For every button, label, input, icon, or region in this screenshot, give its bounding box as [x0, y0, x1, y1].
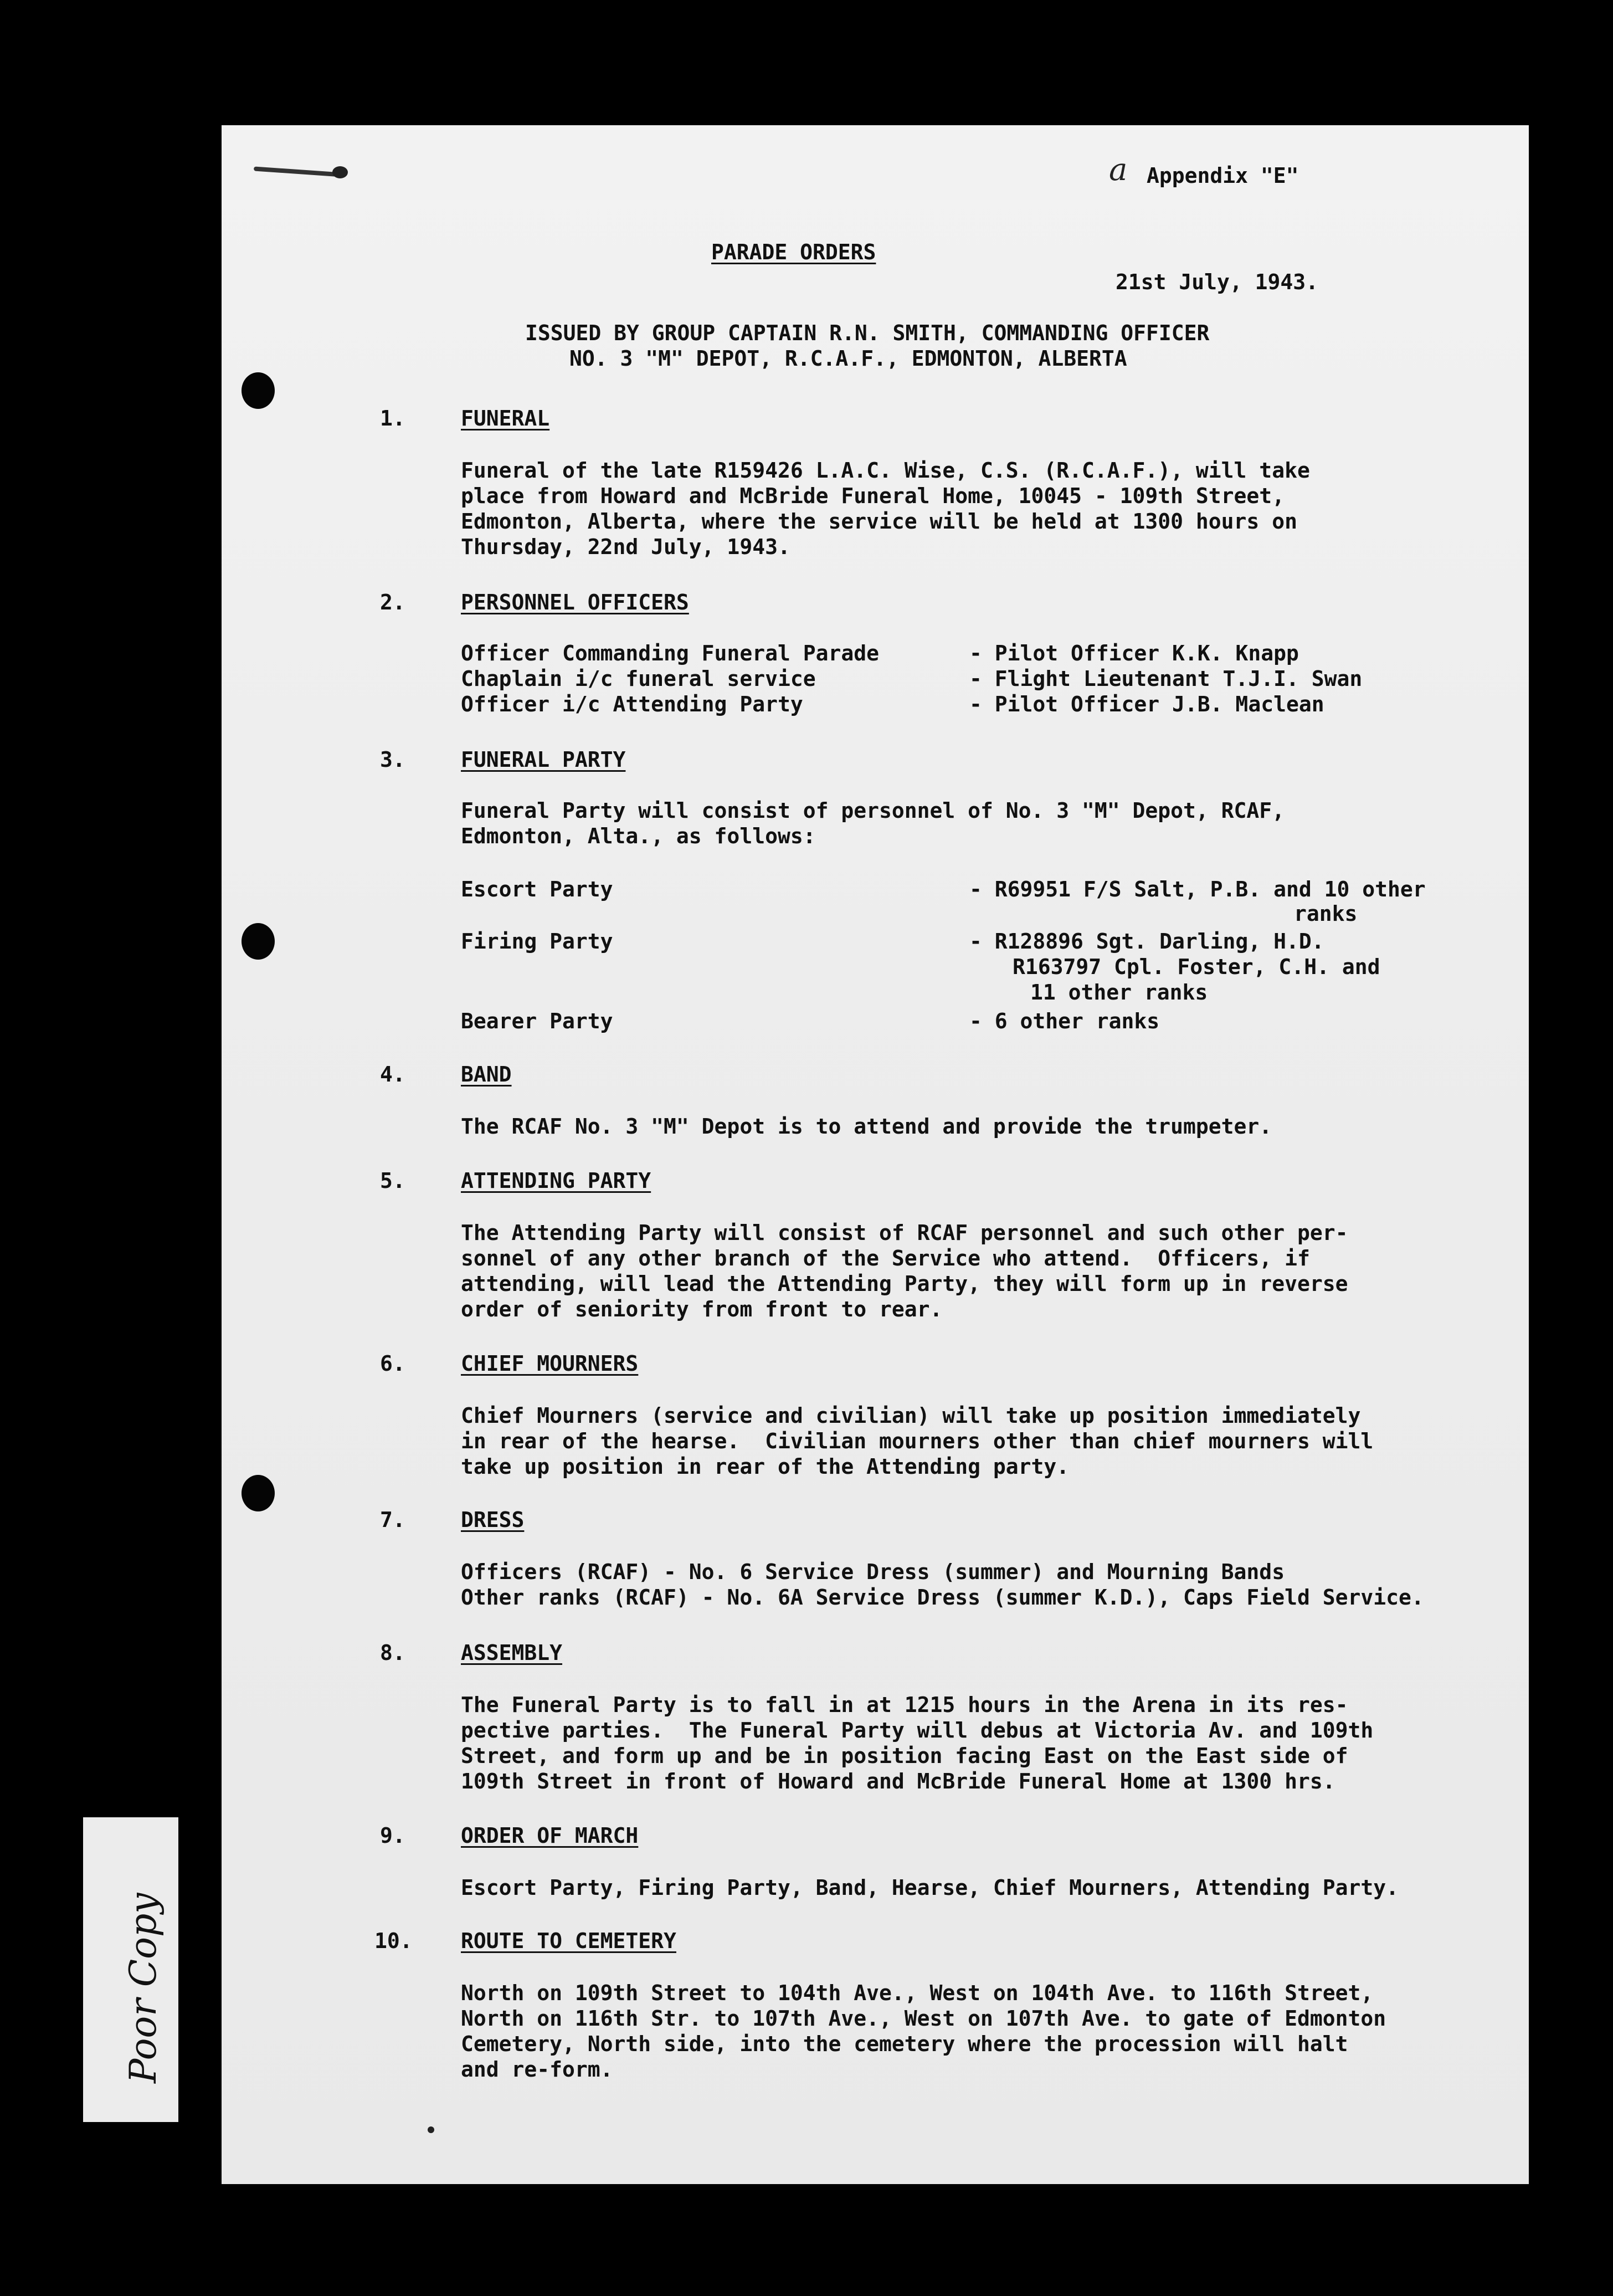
handwritten-mark: a — [1109, 152, 1128, 188]
body-line: place from Howard and McBride Funeral Home, 10045 - 109th Street, — [461, 484, 1285, 508]
section-heading: ORDER OF MARCH — [461, 1823, 639, 1848]
body-line: Other ranks (RCAF) - No. 6A Service Dress (summer K.D.), Caps Field Service. — [461, 1585, 1424, 1610]
body-line: Street, and form up and be in position facing East on the East side of — [461, 1744, 1348, 1768]
document-title: PARADE ORDERS — [711, 240, 876, 264]
issued-by-line-1: ISSUED BY GROUP CAPTAIN R.N. SMITH, COMMANDING OFFICER — [525, 321, 1210, 345]
section-number: 10. — [374, 1929, 413, 1953]
party-detail: R163797 Cpl. Foster, C.H. and — [1013, 955, 1380, 979]
punch-hole-icon — [242, 923, 275, 960]
section-heading: BAND — [461, 1062, 512, 1086]
section-heading: ROUTE TO CEMETERY — [461, 1929, 676, 1953]
section-heading: DRESS — [461, 1508, 525, 1532]
officer-name: - Pilot Officer K.K. Knapp — [969, 641, 1299, 665]
body-line: Edmonton, Alberta, where the service will be held at 1300 hours on — [461, 509, 1297, 534]
paper-clip-head-icon — [332, 166, 348, 178]
body-line: The Attending Party will consist of RCAF personnel and such other per- — [461, 1221, 1348, 1245]
section-number: 1. — [380, 406, 405, 430]
section-number: 3. — [380, 747, 405, 772]
section-heading: CHIEF MOURNERS — [461, 1351, 639, 1376]
party-role: Escort Party — [461, 877, 613, 901]
issued-by-line-2: NO. 3 "M" DEPOT, R.C.A.F., EDMONTON, ALBERTA — [569, 346, 1127, 371]
body-line: in rear of the hearse. Civilian mourners other than chief mourners will — [461, 1429, 1374, 1453]
party-role: Bearer Party — [461, 1009, 613, 1033]
body-line: Officers (RCAF) - No. 6 Service Dress (summer) and Mourning Bands — [461, 1560, 1285, 1584]
section-heading: ATTENDING PARTY — [461, 1168, 651, 1193]
section-heading: PERSONNEL OFFICERS — [461, 590, 689, 614]
officer-role: Officer Commanding Funeral Parade — [461, 641, 879, 665]
party-detail: - R69951 F/S Salt, P.B. and 10 other — [969, 877, 1426, 901]
officer-name: - Pilot Officer J.B. Maclean — [969, 692, 1324, 716]
body-line: North on 116th Str. to 107th Ave., West on 107th Ave. to gate of Edmonton — [461, 2006, 1386, 2031]
body-line: sonnel of any other branch of the Service who attend. Officers, if — [461, 1246, 1310, 1270]
body-line: pective parties. The Funeral Party will debus at Victoria Av. and 109th — [461, 1718, 1374, 1742]
poor-copy-tab — [83, 1817, 178, 2122]
officer-role: Officer i/c Attending Party — [461, 692, 803, 716]
body-line: Funeral Party will consist of personnel of No. 3 "M" Depot, RCAF, — [461, 798, 1285, 823]
poor-copy-note: Poor Copy — [122, 1893, 165, 2083]
section-number: 9. — [380, 1823, 405, 1848]
body-line: order of seniority from front to rear. — [461, 1297, 943, 1321]
body-line: and re-form. — [461, 2057, 613, 2082]
section-heading: ASSEMBLY — [461, 1641, 563, 1665]
body-line: take up position in rear of the Attending party. — [461, 1454, 1070, 1479]
body-line: Escort Party, Firing Party, Band, Hearse, Chief Mourners, Attending Party. — [461, 1875, 1399, 1900]
section-heading: FUNERAL PARTY — [461, 747, 626, 772]
body-line: Cemetery, North side, into the cemetery where the procession will halt — [461, 2032, 1348, 2056]
section-heading: FUNERAL — [461, 406, 550, 430]
party-detail: ranks — [1294, 901, 1358, 926]
section-number: 4. — [380, 1062, 405, 1086]
body-line: Funeral of the late R159426 L.A.C. Wise, C.S. (R.C.A.F.), will take — [461, 458, 1310, 483]
appendix-label: Appendix "E" — [1147, 163, 1299, 188]
section-number: 2. — [380, 590, 405, 614]
party-detail: - 6 other ranks — [969, 1009, 1160, 1033]
body-line: Edmonton, Alta., as follows: — [461, 824, 816, 848]
paper-clip-icon — [254, 166, 342, 177]
punch-hole-icon — [242, 1475, 275, 1511]
officer-name: - Flight Lieutenant T.J.I. Swan — [969, 667, 1363, 691]
section-number: 5. — [380, 1168, 405, 1193]
officer-role: Chaplain i/c funeral service — [461, 667, 816, 691]
party-role: Firing Party — [461, 929, 613, 954]
body-line: 109th Street in front of Howard and McBride Funeral Home at 1300 hrs. — [461, 1769, 1335, 1793]
body-line: Thursday, 22nd July, 1943. — [461, 535, 790, 559]
body-line: Chief Mourners (service and civilian) will take up position immediately — [461, 1403, 1361, 1428]
ink-dot-icon — [428, 2126, 434, 2133]
section-number: 7. — [380, 1508, 405, 1532]
body-line: The Funeral Party is to fall in at 1215 hours in the Arena in its res- — [461, 1693, 1348, 1717]
body-line: The RCAF No. 3 "M" Depot is to attend and provide the trumpeter. — [461, 1114, 1272, 1139]
body-line: attending, will lead the Attending Party, they will form up in reverse — [461, 1272, 1348, 1296]
punch-hole-icon — [242, 372, 275, 409]
document-page — [222, 125, 1529, 2184]
section-number: 8. — [380, 1641, 405, 1665]
section-number: 6. — [380, 1351, 405, 1376]
document-date: 21st July, 1943. — [1116, 270, 1319, 294]
party-detail: - R128896 Sgt. Darling, H.D. — [969, 929, 1324, 954]
party-detail: 11 other ranks — [1030, 980, 1208, 1004]
body-line: North on 109th Street to 104th Ave., West on 104th Ave. to 116th Street, — [461, 1981, 1374, 2005]
